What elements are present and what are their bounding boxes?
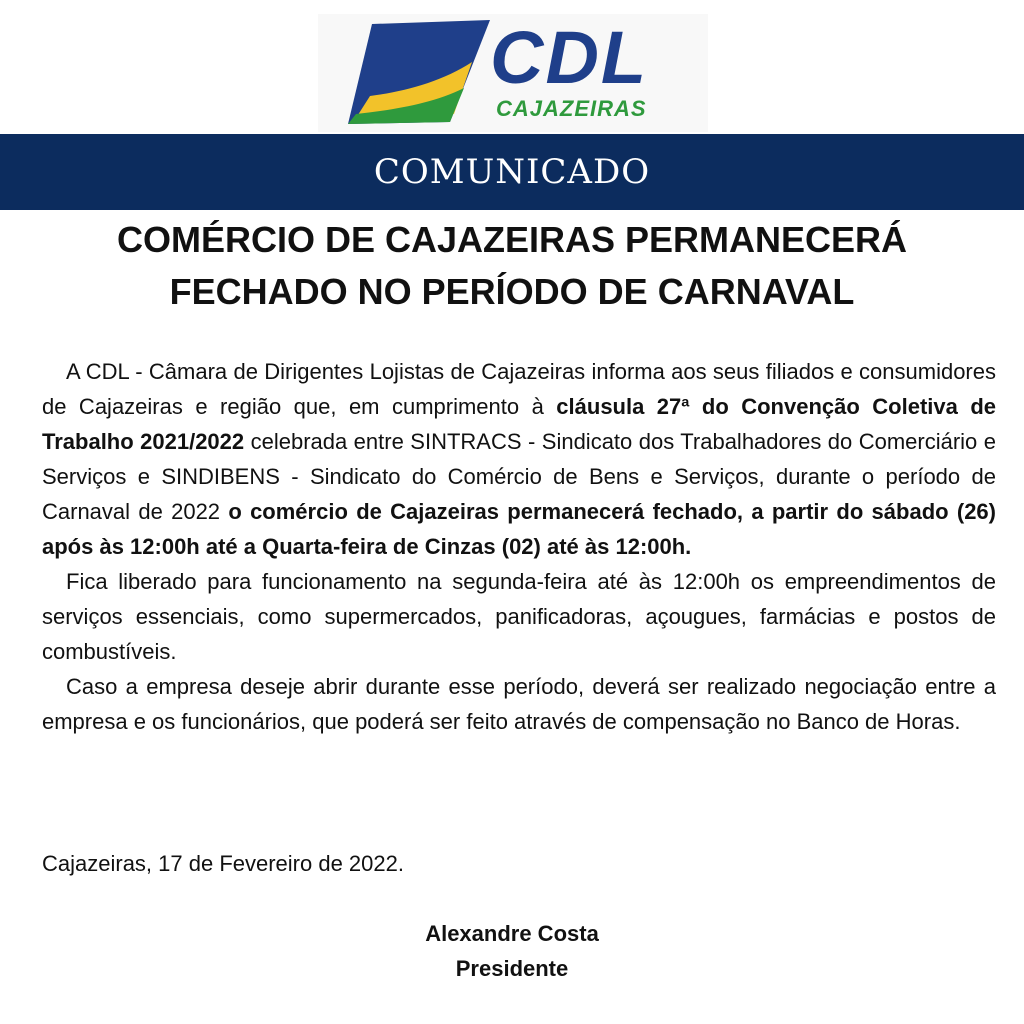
- banner-label: COMUNICADO: [373, 152, 651, 192]
- headline-line-2: FECHADO NO PERÍODO DE CARNAVAL: [169, 271, 855, 312]
- paragraph-2: Fica liberado para funcionamento na segunda-feira até às 12:00h os empreendimentos de serviços essenciais, como supermercados, panificadoras, açougues, farmácias e postos de combustíveis.: [42, 569, 996, 664]
- signatory-title: Presidente: [455, 956, 569, 981]
- logo-subtitle: CAJAZEIRAS: [496, 96, 647, 121]
- clause-reference: cláusula 27ª do Convenção Coletiva de Trabalho 2021/2022: [42, 394, 996, 454]
- closure-statement: o comércio de Cajazeiras permanecerá fechado, a partir do sábado (26) após às 12:00h até a Quarta-feira de Cinzas (02) até às 12:00h.: [42, 499, 996, 559]
- paragraph-1-middle: celebrada entre SINTRACS - Sindicato dos Trabalhadores do Comerciário e Serviços e SINDIBENS - Sindicato do Comércio de Bens e Serviços, durante o período de Carnaval de 2022: [42, 429, 996, 524]
- headline: [40, 214, 984, 318]
- signature-block: [0, 916, 1024, 986]
- headline-line-1: COMÉRCIO DE CAJAZEIRAS PERMANECERÁ: [116, 219, 908, 260]
- signatory-name: Alexandre Costa: [425, 921, 599, 946]
- announcement-banner: [0, 134, 1024, 210]
- logo-name: CDL: [490, 16, 649, 99]
- paragraph-1-intro: A CDL - Câmara de Dirigentes Lojistas de Cajazeiras informa aos seus filiados e consumidores de Cajazeiras e região que, em cumprimento à: [42, 359, 996, 419]
- paragraph-3: Caso a empresa deseje abrir durante esse período, deverá ser realizado negociação entre a empresa e os funcionários, que poderá ser feito através de compensação no Banco de Horas.: [42, 674, 996, 734]
- cdl-logo: [318, 14, 708, 132]
- cdl-flag-mark-icon: [332, 18, 492, 126]
- announcement-body: [42, 354, 996, 739]
- dateline: Cajazeiras, 17 de Fevereiro de 2022.: [42, 851, 404, 876]
- paragraph-1: [42, 354, 996, 564]
